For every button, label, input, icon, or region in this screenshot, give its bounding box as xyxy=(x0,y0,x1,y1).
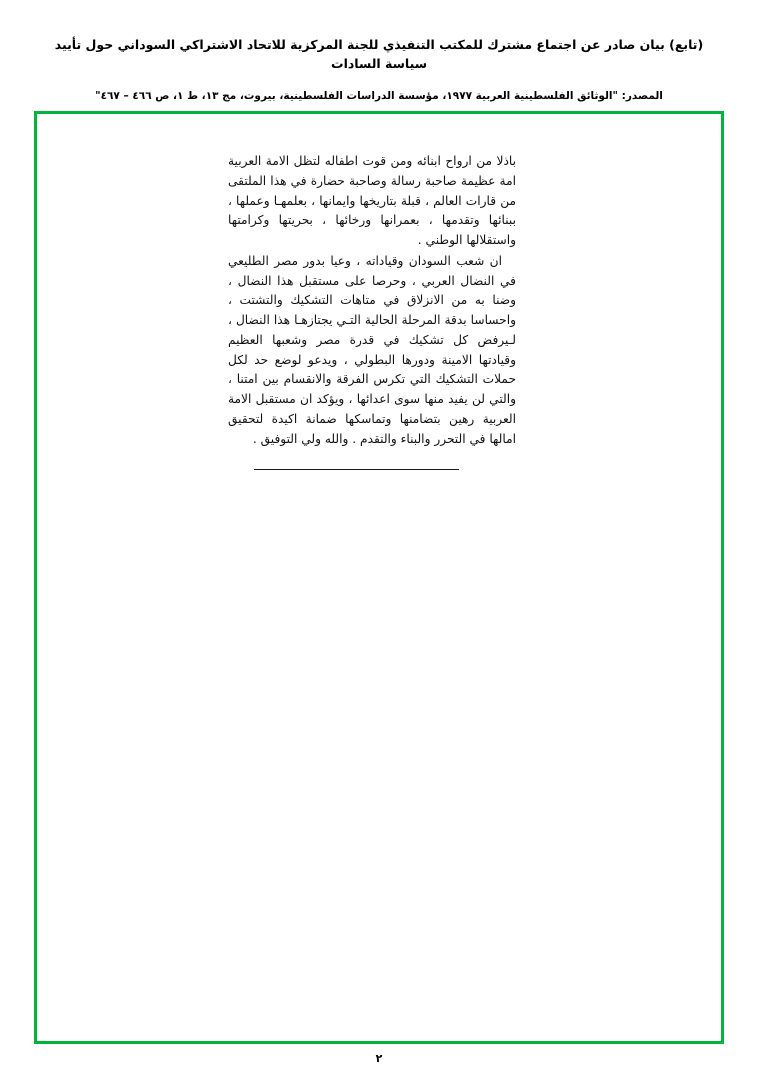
green-content-frame xyxy=(34,111,724,1044)
source-citation: المصدر: "الوثائق الفلسطينية العربية ١٩٧٧، مؤسسة الدراسات الفلسطينية، بيروت، مج ١٣، ط ١، ص ٤٦٦ – ٤٦٧" xyxy=(95,89,663,102)
document-body-text xyxy=(228,152,516,449)
page-title: (تابع) بيان صادر عن اجتماع مشترك للمكتب التنفيذي للجنة المركزية للاتحاد الاشتراكي السوداني حول تأييد سياسة السادات xyxy=(54,37,704,71)
paragraph-1: باذلا من ارواح ابنائه ومن قوت اطفاله لتظل الامة العربية امة عظيمة صاحبة رسالة وصاحبة حضارة في هذا الملتقى من قارات العالم ، قبلة بتاريخها وايمانها ، بعلمهـا وعملها ، ببنائها وتقدمها ، بعمرانها ورخائها ، بحريتها وكرامتها واستقلالها الوطني . xyxy=(228,154,516,248)
page-number: ٢ xyxy=(375,1052,383,1065)
document-header xyxy=(0,36,758,104)
paragraph-2: ان شعب السودان وقياداته ، وعيا بدور مصر الطليعي في النضال العربي ، وحرصا على مستقبل هذا النضال ، وضنا به من الانزلاق في متاهات التشكيك والتشتت ، واحساسا بدقة المرحلة الحالية التـي يجتازهـا هذا النضال ، لـيرفض كل تشكيك في قدرة مصر وشعبها العظيم وقيادتها الامينة ودورها البطولي ، ويدعو لوضع حد لكل حملات التشكيك التي تكرس الفرقة والانقسام بين امتنا ، والتي لن يفيد منها سوى اعدائها ، ويؤكد ان مستقبل الامة العربية رهين بتضامنها وتماسكها ضمانة اكيدة لتحقيق امالها في التحرر والبناء والتقدم . والله ولي التوفيق . xyxy=(228,253,516,446)
section-divider xyxy=(254,469,459,470)
frame-inner xyxy=(37,114,721,1041)
